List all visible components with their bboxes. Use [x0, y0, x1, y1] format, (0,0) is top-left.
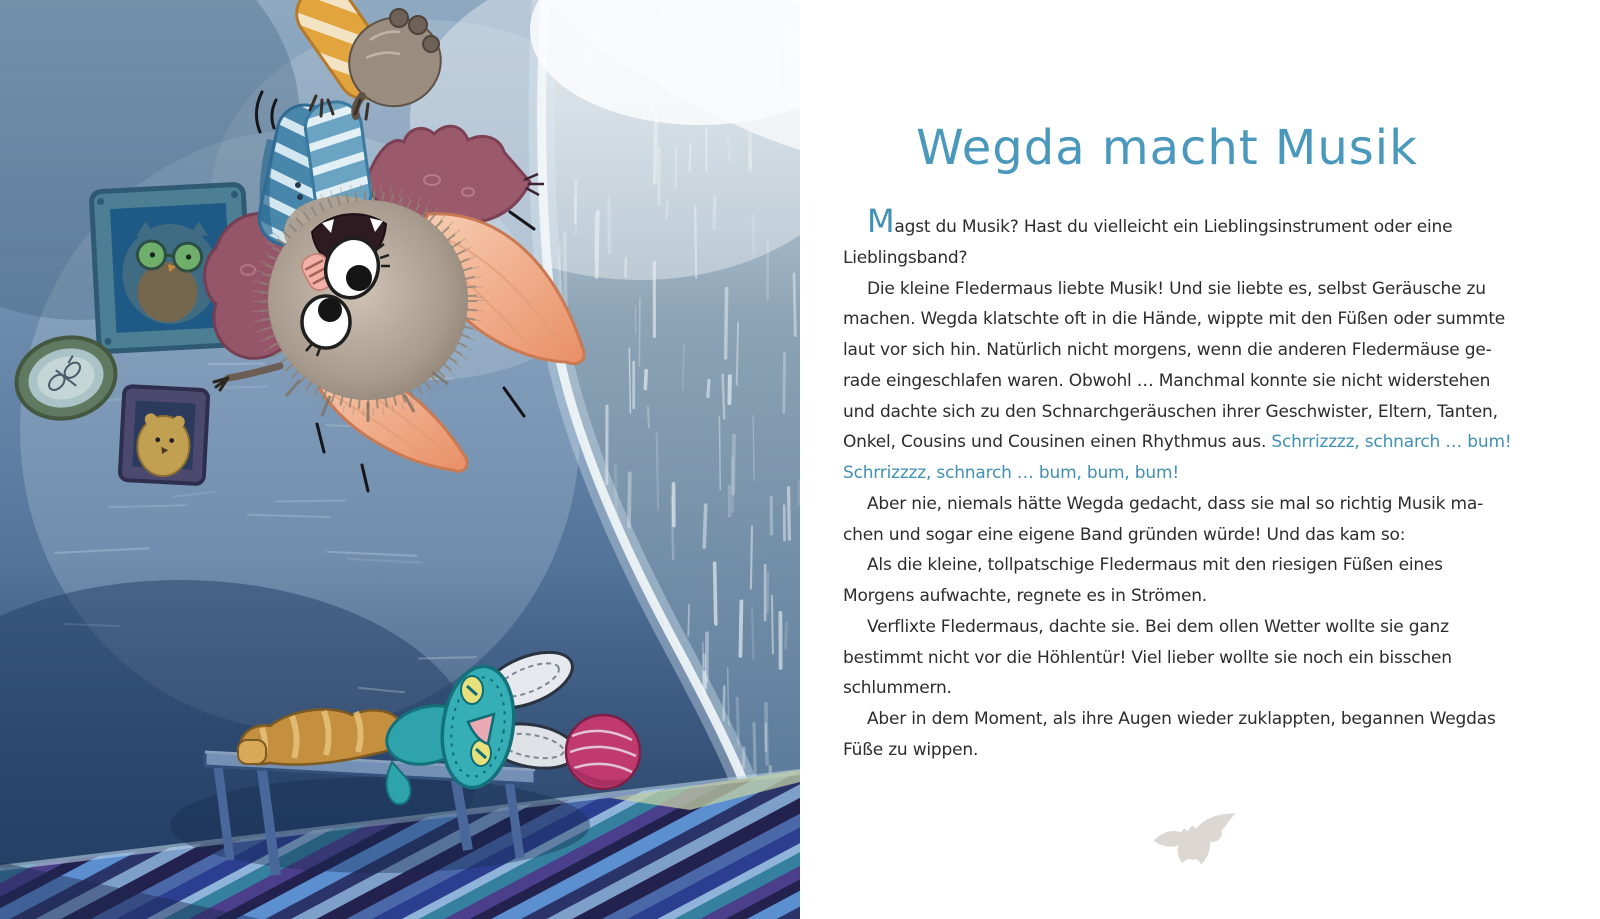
story-body-text: machen. Wegda klatschte oft in die Hände, wippte mit den Füßen oder summte — [843, 309, 1506, 330]
story-body-text: agst du Musik? Hast du vielleicht ein Lieblingsinstrument oder eine — [894, 217, 1453, 237]
story-line — [843, 489, 1553, 520]
story-line — [843, 673, 1553, 704]
story-body-text: Aber in dem Moment, als ihre Augen wieder zuklappten, begannen Wegdas — [867, 709, 1496, 729]
yarn-ball — [566, 715, 640, 789]
chapter-title: Wegda macht Musik — [916, 120, 1418, 177]
story-line — [843, 427, 1553, 458]
story-body-text: rade eingeschlafen waren. Obwohl … Manchmal konnte sie nicht widerstehen — [843, 370, 1491, 391]
story-line — [843, 304, 1553, 335]
story-line — [843, 366, 1553, 397]
story-body-text: Morgens aufwachte, regnete es in Strömen. — [843, 586, 1208, 606]
drop-cap-initial: M — [867, 202, 895, 240]
story-line — [843, 458, 1553, 489]
story-line — [843, 581, 1553, 612]
story-text — [843, 202, 1553, 766]
story-line — [843, 274, 1553, 305]
story-line — [843, 643, 1553, 674]
story-body-text: laut vor sich hin. Natürlich nicht morgens, wenn die anderen Fledermäuse ge- — [843, 340, 1492, 360]
hamster-portrait-frame — [120, 386, 209, 484]
bat-silhouette-icon — [1152, 813, 1240, 869]
story-body-text: Aber nie, niemals hätte Wegda gedacht, dass sie mal so richtig Musik ma- — [867, 493, 1484, 514]
story-body-text: bestimmt nicht vor die Höhlentür! Viel lieber wollte sie noch ein bisschen — [843, 647, 1452, 668]
story-line — [843, 550, 1553, 581]
story-line — [843, 397, 1553, 428]
story-line — [843, 335, 1553, 366]
story-line — [843, 612, 1553, 643]
story-body-text: Als die kleine, tollpatschige Fledermaus mit den riesigen Füßen eines — [867, 555, 1443, 576]
story-accent-text: Schrrizzzz, schnarch … bum, bum, bum! — [843, 463, 1179, 483]
story-body-text: Onkel, Cousins und Cousinen einen Rhythmus aus. — [843, 432, 1272, 453]
story-accent-text: Schrrizzzz, schnarch … bum! — [1271, 432, 1512, 453]
story-body-text: Die kleine Fledermaus liebte Musik! Und sie liebte es, selbst Geräusche zu — [867, 278, 1486, 299]
story-body-text: schlummern. — [843, 678, 952, 699]
story-body-text: und dachte sich zu den Schnarchgeräuschen ihrer Geschwister, Eltern, Tanten, — [843, 401, 1498, 422]
story-body-text: Füße zu wippen. — [843, 739, 979, 760]
story-body-text: Verflixte Fledermaus, dachte sie. Bei dem ollen Wetter wollte sie ganz — [867, 616, 1449, 637]
story-line — [843, 243, 1553, 274]
story-body-text: chen und sogar eine eigene Band gründen würde! Und das kam so: — [843, 524, 1406, 545]
story-line — [843, 202, 1553, 243]
bat-silhouette-decoration — [1149, 806, 1242, 875]
story-line — [843, 704, 1553, 735]
story-line — [843, 735, 1553, 766]
story-line — [843, 520, 1553, 551]
text-page — [800, 0, 1600, 919]
story-body-text: Lieblingsband? — [843, 247, 968, 268]
